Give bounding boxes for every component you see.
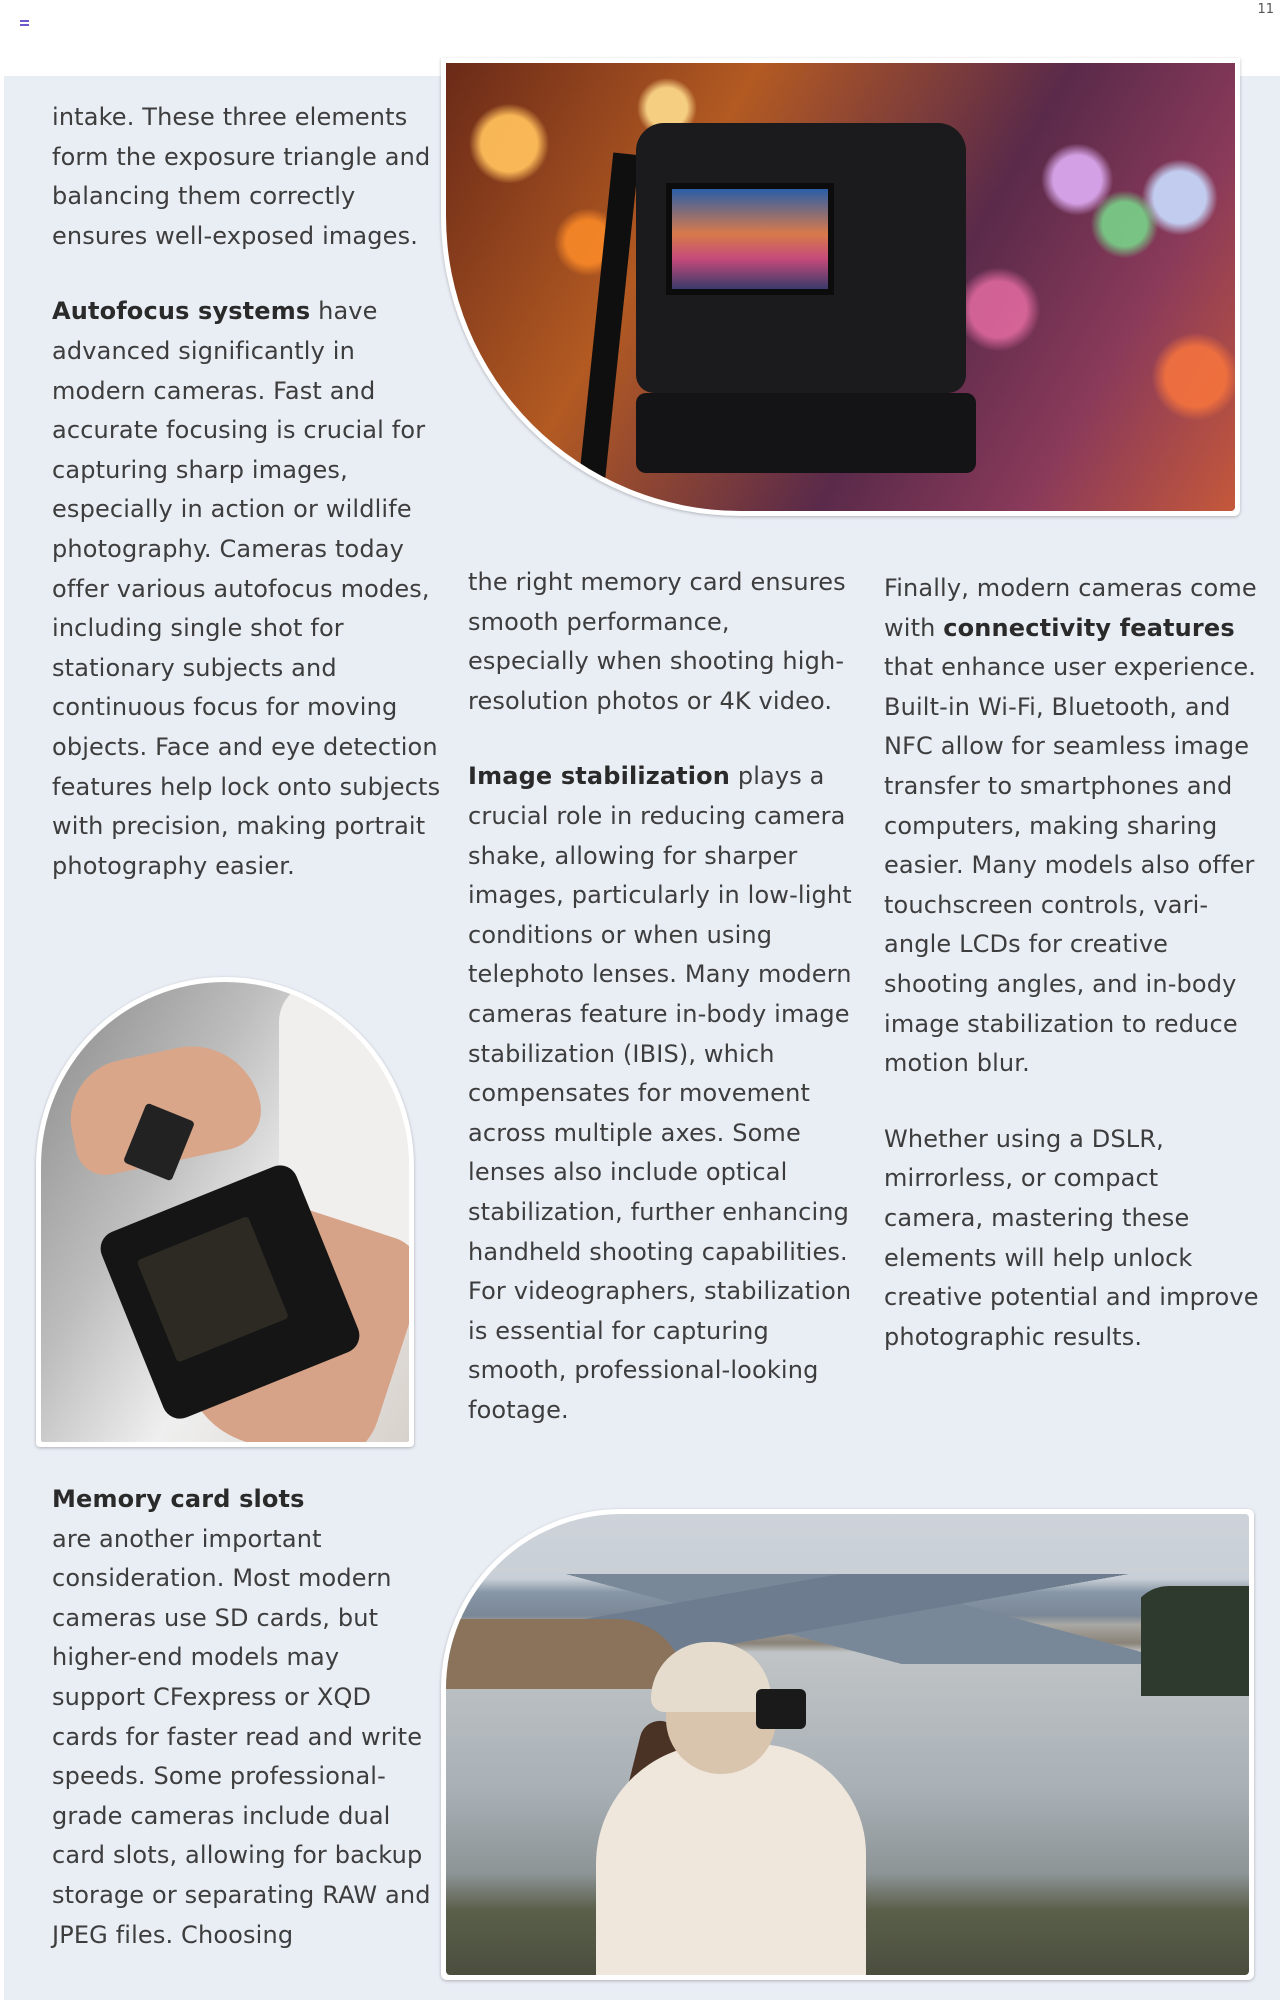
memory-continued-paragraph: the right memory card ensures smooth performance, especially when shooting high-resolution photos or 4K video. — [468, 568, 846, 715]
column-2 — [468, 563, 858, 1430]
lake-photographer-image — [446, 1514, 1249, 1975]
page-number: 11 — [1257, 2, 1274, 17]
stabilization-paragraph — [468, 757, 858, 1430]
lake-photographer-photo — [441, 1509, 1254, 1980]
memory-text: are another important consideration. Most modern cameras use SD cards, but higher-end models may support CFexpress or XQD cards for faster read and write speeds. Some professional-grade cameras include dual card slots, allowing for backup storage or separating RAW and JPEG files. Choosing — [52, 1524, 431, 1949]
column-1-top — [52, 98, 442, 886]
compact-camera-screen — [136, 1216, 288, 1363]
memory-card-image — [41, 982, 409, 1442]
column-3 — [884, 569, 1264, 1357]
camera-tripod-photo — [441, 58, 1240, 516]
connectivity-pre: Finally, modern cameras come with — [884, 574, 1257, 642]
autofocus-paragraph — [52, 292, 442, 886]
memory-card-photo — [36, 977, 414, 1447]
autofocus-text: have advanced significantly in modern cameras. Fast and accurate focusing is crucial for capturing sharp images, especially in action or wildlife photography. Cameras today offer various autofocus modes, including single shot for stationary subjects and continuous focus for moving objects. Face and eye detection features help lock onto subjects with precision, making portrait photography easier. — [52, 297, 441, 880]
camera-battery-grip — [636, 393, 976, 473]
column-1-bottom — [52, 1480, 432, 1955]
camera-tripod-image — [446, 63, 1235, 511]
connectivity-paragraph — [884, 569, 1264, 1084]
autofocus-heading: Autofocus systems — [52, 297, 311, 326]
intro-paragraph: intake. These three elements form the exposure triangle and balancing them correctly ensures well-exposed images. — [52, 103, 431, 250]
camera-lcd-screen — [666, 183, 834, 295]
memory-heading: Memory card slots — [52, 1485, 305, 1513]
camera-body — [636, 123, 966, 393]
hamburger-menu-icon[interactable] — [20, 20, 29, 27]
connectivity-text: that enhance user experience. Built-in Wi-Fi, Bluetooth, and NFC allow for seamless image transfer to smartphones and computers, making sharing easier. Many models also offer touchscreen controls, vari-angle LCDs for creative shooting angles, and in-body image stabilization to reduce motion blur. — [884, 653, 1257, 1078]
closing-paragraph: Whether using a DSLR, mirrorless, or compact camera, mastering these elements will help unlock creative potential and improve photographic results. — [884, 1124, 1259, 1351]
stabilization-heading: Image stabilization — [468, 762, 731, 791]
camera-strap — [579, 153, 639, 484]
connectivity-heading: connectivity features — [943, 613, 1235, 642]
hillside — [446, 1619, 686, 1689]
memory-paragraph — [52, 1480, 432, 1955]
person-camera — [756, 1689, 806, 1729]
person-jacket — [596, 1744, 866, 1975]
stabilization-text: plays a crucial role in reducing camera shake, allowing for sharper images, particularly in low-light conditions or when using telephoto lenses. Many modern cameras feature in-body image stabilization (IBIS), which compensates for movement across multiple axes. Some lenses also include optical stabilization, further enhancing handheld shooting capabilities. For videographers, stabilization is essential for capturing smooth, professional-looking footage. — [468, 762, 852, 1424]
tree-line — [1129, 1586, 1249, 1696]
